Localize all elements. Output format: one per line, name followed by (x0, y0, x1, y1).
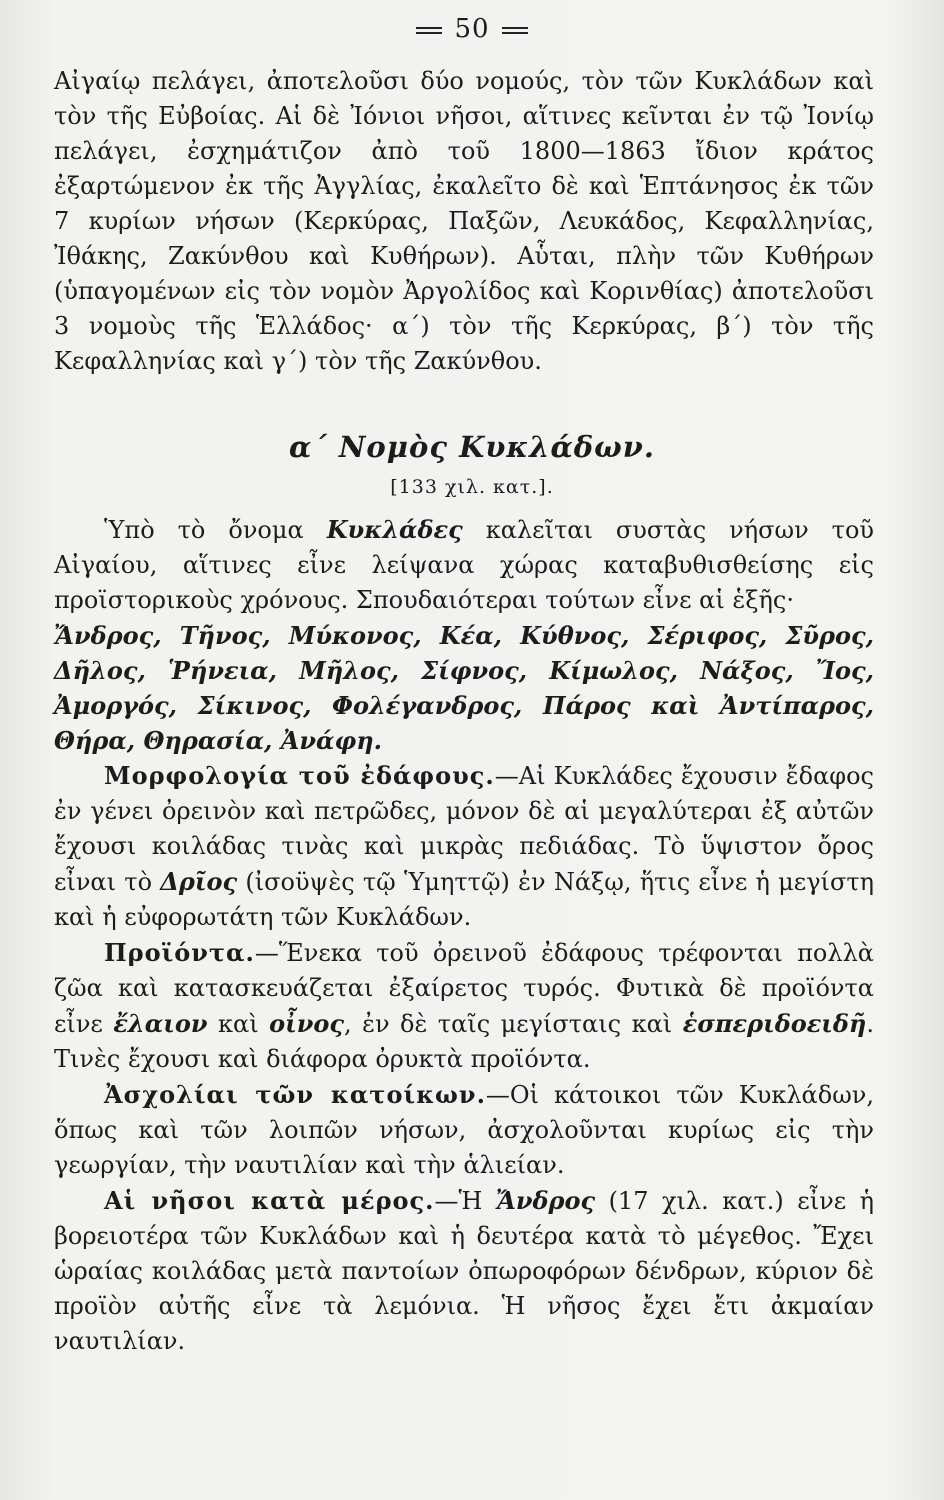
intro-block (54, 64, 874, 379)
text-run: —Αἱ Κυκλάδες ἔχουσιν ἔδαφος ἐν γένει ὀρεινὸν καὶ πετρῶδες, μόνον δὲ αἱ μεγαλύτεραι ἐξ αὐτῶν ἔχουσι κοιλάδας τινὰς καὶ μικρὰς πεδιάδας. Τὸ ὕψιστον ὄρος εἶναι τὸ (54, 762, 874, 896)
text-run: (17 χιλ. κατ.) εἶνε ἡ βορειοτέρα τῶν Κυκλάδων καὶ ἡ δευτέρα κατὰ τὸ μέγεθος. Ἔχει ὡραίας κοιλάδας μετὰ παντοίων ὀπωροφόρων δένδρων, κύριον δὲ προϊὸν αὐτῆς εἶνε τὰ λεμόνια. Ἡ νῆσος ἔχει ἔτι ἀκμαίαν ναυτιλίαν. (54, 1187, 875, 1355)
text-run: , ἐν δὲ ταῖς μεγίσταις καὶ (343, 1010, 683, 1038)
occupations-heading: Ἀσχολίαι τῶν κατοίκων. (104, 1080, 486, 1109)
term-drios: Δρῖος (160, 867, 238, 896)
morphology-heading: Μορφολογία τοῦ ἐδάφους. (104, 761, 495, 790)
text-run: . Τινὲς ἔχουσι καὶ διάφορα ὀρυκτὰ προϊόντα. (54, 1010, 875, 1073)
text-run: (ἰσοϋψὲς τῷ Ὑμηττῷ) ἐν Νάξῳ, ἥτις εἶνε ἡ μεγίστη καὶ ἡ εὐφορωτάτη τῶν Κυκλάδων. (54, 868, 874, 931)
section-subtitle: [133 χιλ. κατ.]. (390, 476, 554, 498)
text-run: —Ἡ (434, 1187, 496, 1215)
text-run: καλεῖται συστὰς νήσων τοῦ Αἰγαίου, αἵτινες εἶνε λείψανα χώρας καταβυθισθείσης εἰς προϊστορικοὺς χρόνους. Σπουδαιότεραι τούτων εἶνε αἱ ἑξῆς· (54, 516, 875, 614)
text-run: —Ἕνεκα τοῦ ὀρεινοῦ ἐδάφους τρέφονται πολλὰ ζῶα καὶ κατασκευάζεται ἐξαίρετος τυρός. Φυτικὰ δὲ προϊόντα εἶνε (54, 939, 874, 1038)
definition-paragraph (54, 512, 874, 618)
header-rule-right (502, 27, 528, 34)
header-rule-left (416, 27, 442, 34)
morphology-paragraph (54, 758, 874, 935)
products-heading: Προϊόντα. (104, 938, 255, 967)
page-header (0, 14, 944, 44)
text-run: —Οἱ κάτοικοι τῶν Κυκλάδων, ὅπως καὶ τῶν λοιπῶν νήσων, ἀσχολοῦνται κυρίως εἰς τὴν γεωργίαν, τὴν ναυτιλίαν καὶ τὴν ἁλιείαν. (54, 1081, 874, 1179)
term-cyclades: Κυκλάδες (326, 515, 463, 544)
occupations-paragraph (54, 1077, 874, 1183)
term-oil: ἔλαιον (113, 1009, 208, 1038)
term-andros: Ἄνδρος (495, 1186, 596, 1215)
intro-paragraph: Αἰγαίῳ πελάγει, ἀποτελοῦσι δύο νομούς, τὸν τῶν Κυκλάδων καὶ τὸν τῆς Εὐβοίας. Αἱ δὲ Ἰόνιοι νῆσοι, αἵτινες κεῖνται ἐν τῷ Ἰονίῳ πελάγει, ἐσχημάτιζον ἀπὸ τοῦ 1800—1863 ἴδιον κράτος ἐξαρτώμενον ἐκ τῆς Ἀγγλίας, ἐκαλεῖτο δὲ καὶ Ἑπτάνησος ἐκ τῶν 7 κυρίων νήσων (Κερκύρας, Παξῶν, Λευκάδος, Κεφαλληνίας, Ἰθάκης, Ζακύνθου καὶ Κυθήρων). Αὗται, πλὴν τῶν Κυθήρων (ὑπαγομένων εἰς τὸν νομὸν Ἀργολίδος καὶ Κορινθίας) ἀποτελοῦσι 3 νομοὺς τῆς Ἑλλάδος· α΄) τὸν τῆς Κερκύρας, β΄) τὸν τῆς Κεφαλληνίας καὶ γ΄) τὸν τῆς Ζακύνθου. (54, 67, 874, 375)
term-citrus: ἑσπεριδοειδῆ (682, 1009, 867, 1038)
islands-detail-paragraph (54, 1183, 874, 1359)
page-number: 50 (454, 14, 490, 44)
islands-detail-heading: Αἱ νῆσοι κατὰ μέρος. (104, 1186, 435, 1215)
text-run: Ὑπὸ τὸ ὄνομα (104, 516, 327, 544)
section-title: α΄ Νομὸς Κυκλάδων. (289, 430, 655, 464)
section-body (54, 512, 874, 1359)
text-run: καὶ (207, 1010, 270, 1038)
term-wine: οἶνος (269, 1009, 344, 1038)
products-paragraph (54, 935, 874, 1077)
islands-list: Ἄνδρος, Τῆνος, Μύκονος, Κέα, Κύθνος, Σέριφος, Σῦρος, Δῆλος, Ῥήνεια, Μῆλος, Σίφνος, Κίμωλος, Νάξος, Ἴος, Ἀμοργός, Σίκινος, Φολέγανδρος, Πάρος καὶ Ἀντίπαρος, Θήρα, Θηρασία, Ἀνάφη. (54, 621, 874, 755)
